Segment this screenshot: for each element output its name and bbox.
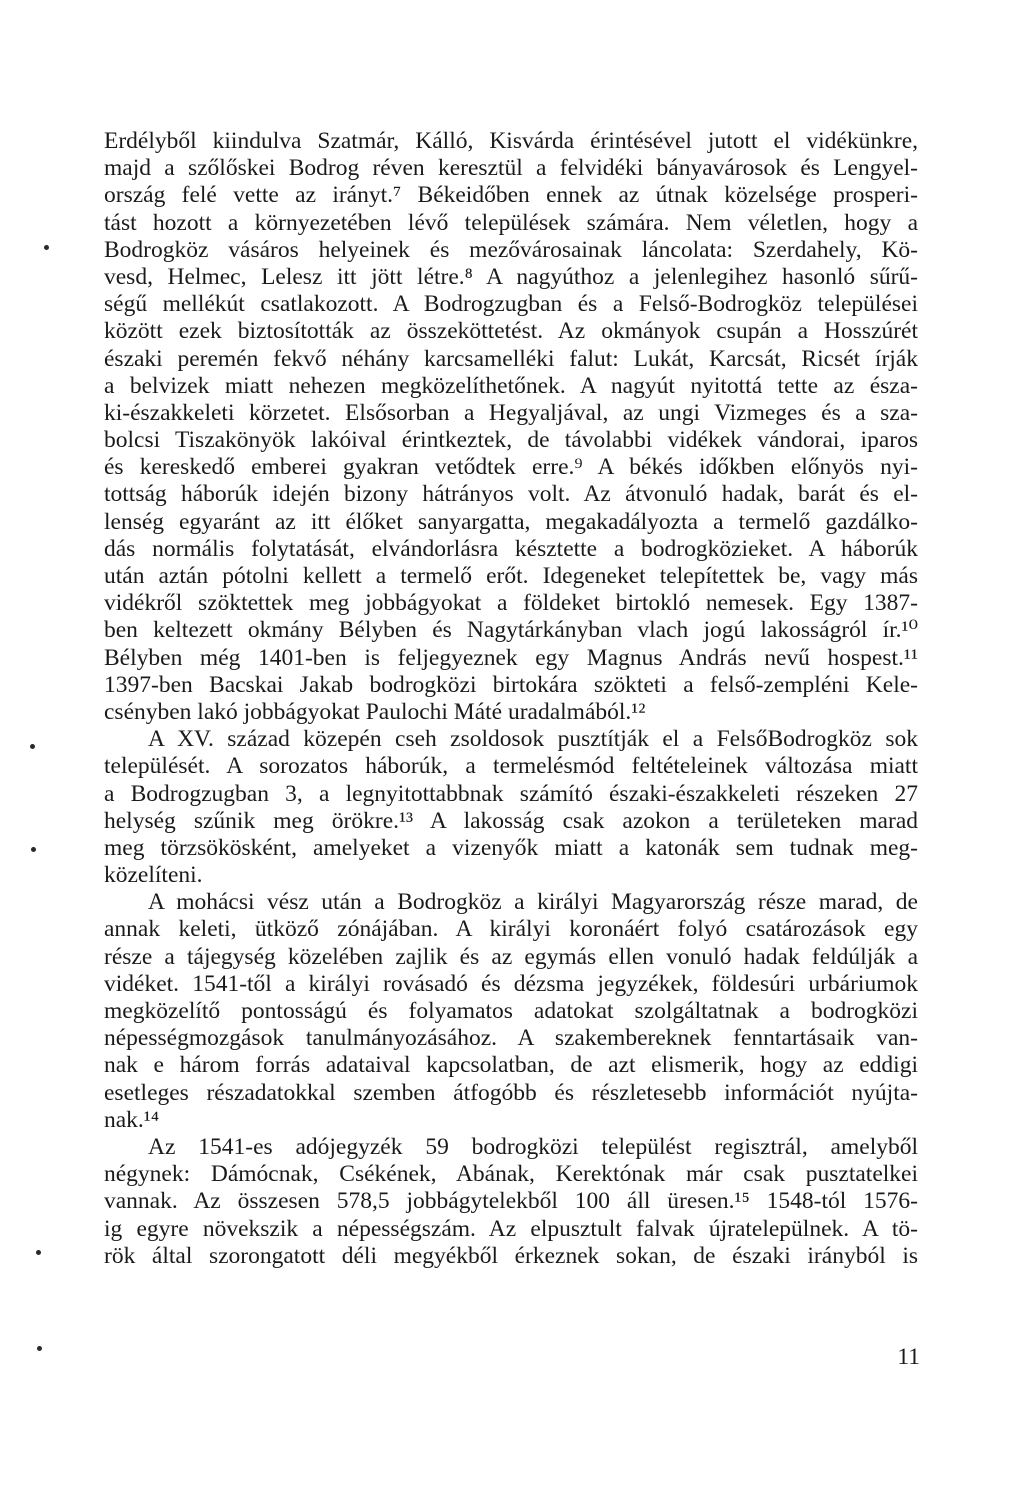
scan-speck: [44, 245, 49, 250]
text-line: rök által szorongatott déli megyékből érkeznek sokan, de északi irányból is: [104, 1242, 918, 1269]
text-line: csényben lakó jobbágyokat Paulochi Máté uradalmából.¹²: [104, 698, 646, 725]
text-line: megközelítő pontosságú és folyamatos adatokat szolgáltatnak a bodrogközi: [104, 998, 918, 1024]
scan-speck: [31, 847, 36, 852]
text-line: 1397-ben Bacskai Jakab bodrogközi birtokára szökteti a felső-zempléni Kele-: [104, 671, 918, 698]
text-line: A mohácsi vész után a Bodrogköz a királyi Magyarország része marad, de: [148, 889, 918, 916]
text-line: után aztán pótolni kellett a termelő erőt. Idegeneket telepítettek be, vagy más: [104, 563, 918, 589]
text-line: és kereskedő emberei gyakran vetődtek erre.⁹ A békés időkben előnyös nyi-: [104, 454, 918, 481]
text-line: ben keltezett okmány Bélyben és Nagytárkányban vlach jogú lakosságról ír.¹⁰: [104, 617, 918, 644]
text-line: tottság háborúk idején bizony hátrányos volt. Az átvonuló hadak, barát és el-: [104, 481, 918, 508]
text-line: ig egyre növekszik a népességszám. Az elpusztult falvak újratelepülnek. A tö-: [104, 1215, 918, 1242]
text-line: ségű mellékút csatlakozott. A Bodrogzugban és a Felső-Bodrogköz települései: [104, 291, 918, 318]
text-line: lenség egyaránt az itt élőket sanyargatta, megakadályozta a termelő gazdálko-: [104, 508, 918, 535]
text-line: dás normális folytatását, elvándorlásra késztette a bodrogközieket. A háborúk: [104, 535, 918, 562]
text-line: népességmozgások tanulmányozásához. A szakembereknek fenntartásaik van-: [104, 1025, 918, 1052]
text-line: része a tájegység közelében zajlik és az egymás ellen vonuló hadak feldúlják a: [104, 943, 918, 970]
text-line: vidékről szöktettek meg jobbágyokat a földeket birtokló nemesek. Egy 1387-: [104, 590, 918, 617]
text-line: helység szűnik meg örökre.¹³ A lakosság csak azokon a területeken marad: [104, 807, 918, 834]
text-line: négynek: Dámócnak, Csékének, Abának, Kerektónak már csak pusztatelkei: [104, 1161, 918, 1188]
text-line: vesd, Helmec, Lelesz itt jött létre.⁸ A nagyúthoz a jelenlegihez hasonló sűrű-: [104, 263, 918, 290]
text-line: a Bodrogzugban 3, a legnyitottabbnak számító északi-északkeleti részeken 27: [104, 780, 918, 807]
text-line: nak.¹⁴: [104, 1106, 160, 1133]
text-line: ország felé vette az irányt.⁷ Békeidőben ennek az útnak közelsége prosperi-: [104, 182, 918, 209]
text-line: közelíteni.: [104, 862, 203, 889]
page-number: 11: [897, 1344, 920, 1370]
text-line: esetleges részadatokkal szemben átfogóbb és részletesebb információt nyújta-: [104, 1079, 918, 1106]
text-line: ki-északkeleti körzetet. Elsősorban a Hegyaljával, az ungi Vizmeges és a sza-: [104, 399, 918, 426]
body-text: [104, 128, 918, 1270]
text-line: nak e három forrás adataival kapcsolatban, de azt elismerik, hogy az eddigi: [104, 1052, 918, 1079]
text-line: a belvizek miatt nehezen megközelíthetőnek. A nagyút nyitottá tette az észa-: [104, 372, 918, 399]
text-line: Erdélyből kiindulva Szatmár, Kálló, Kisvárda érintésével jutott el vidékünkre,: [104, 128, 918, 154]
text-line: majd a szőlőskei Bodrog réven keresztül a felvidéki bányavárosok és Lengyel-: [104, 155, 918, 182]
text-line: Bodrogköz vásáros helyeinek és mezővárosainak láncolata: Szerdahely, Kö-: [104, 236, 918, 263]
text-line: északi peremén fekvő néhány karcsamelléki falut: Lukát, Karcsát, Ricsét írják: [104, 345, 918, 372]
text-line: vannak. Az összesen 578,5 jobbágytelekből 100 áll üresen.¹⁵ 1548-tól 1576-: [104, 1188, 918, 1215]
text-line: meg törzsökösként, amelyeket a vizenyők miatt a katonák sem tudnak meg-: [104, 834, 918, 861]
text-line: között ezek biztosították az összeköttetést. Az okmányok csupán a Hosszúrét: [104, 318, 918, 345]
text-line: vidéket. 1541-től a királyi rovásadó és dézsma jegyzékek, földesúri urbáriumok: [104, 970, 918, 997]
text-line: bolcsi Tiszakönyök lakóival érintkeztek, de távolabbi vidékek vándorai, iparos: [104, 427, 918, 454]
text-line: A XV. század közepén cseh zsoldosok pusztítják el a FelsőBodrogköz sok: [148, 726, 918, 753]
scan-speck: [37, 1346, 42, 1351]
text-line: települését. A sorozatos háborúk, a termelésmód feltételeinek változása miatt: [104, 753, 918, 780]
scan-speck: [36, 1250, 41, 1255]
text-line: annak keleti, ütköző zónájában. A királyi koronáért folyó csatározások egy: [104, 916, 918, 943]
text-line: Az 1541-es adójegyzék 59 bodrogközi települést regisztrál, amelyből: [148, 1133, 918, 1160]
text-line: Bélyben még 1401-ben is feljegyeznek egy Magnus András nevű hospest.¹¹: [104, 644, 918, 671]
scan-speck: [30, 744, 35, 749]
text-line: tást hozott a környezetében lévő települések számára. Nem véletlen, hogy a: [104, 209, 918, 236]
